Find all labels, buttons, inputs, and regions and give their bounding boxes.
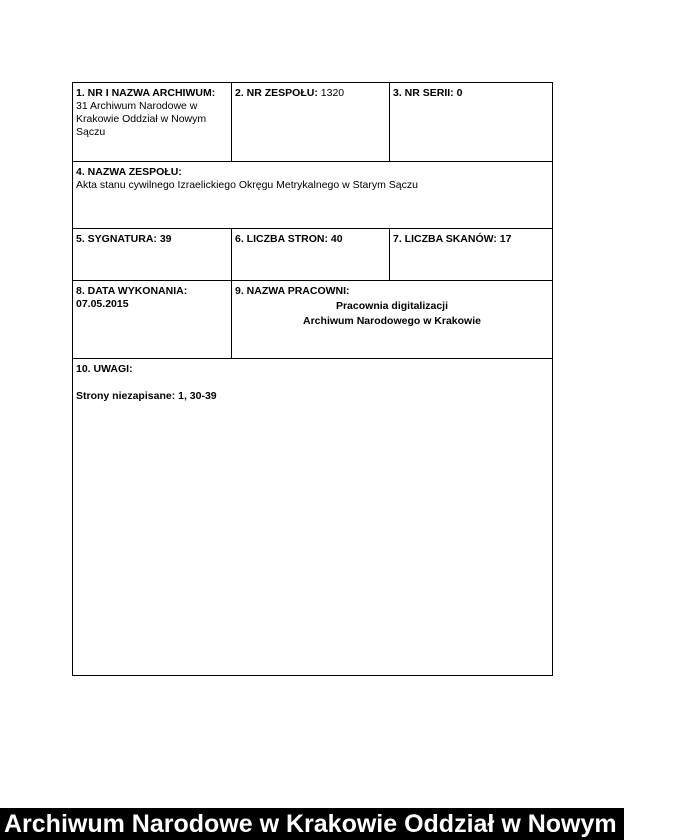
scan-count-value: 17 [499, 233, 512, 245]
scan-count-cell [390, 229, 552, 280]
workshop-label: 9. NAZWA PRACOWNI: [235, 285, 350, 297]
fond-name-value: Akta stanu cywilnego Izraelickiego Okręgu Metrykalnego w Starym Sączu [76, 179, 418, 191]
signature-cell [73, 229, 232, 280]
series-number-label: 3. NR SERII: [393, 87, 454, 99]
fond-name-cell [73, 162, 552, 228]
fond-number-cell [232, 83, 390, 161]
scan-count-label: 7. LICZBA SKANÓW: [393, 233, 497, 245]
signature-label: 5. SYGNATURA: [76, 233, 157, 245]
fond-number-value: 1320 [320, 87, 345, 99]
date-cell [73, 281, 232, 358]
form-row-5 [73, 359, 552, 675]
archive-cell [73, 83, 232, 161]
workshop-line-2: Archiwum Narodowego w Krakowie [303, 315, 481, 327]
workshop-cell [232, 281, 552, 358]
form-row-1 [73, 83, 552, 162]
signature-value: 39 [159, 233, 172, 245]
notes-value: Strony niezapisane: 1, 30-39 [76, 390, 217, 402]
archive-footer-banner: Archiwum Narodowe w Krakowie Oddział w Nowym Sączu [0, 808, 624, 840]
series-number-value: 0 [456, 87, 463, 99]
form-row-3 [73, 229, 552, 281]
archive-label: 1. NR I NAZWA ARCHIWUM: [76, 87, 216, 99]
form-row-4 [73, 281, 552, 359]
fond-number-label: 2. NR ZESPOŁU: [235, 87, 318, 99]
fond-name-label: 4. NAZWA ZESPOŁU: [76, 166, 182, 178]
page-count-value: 40 [330, 233, 343, 245]
date-label: 8. DATA WYKONANIA: [76, 285, 188, 297]
notes-label: 10. UWAGI: [76, 363, 133, 375]
date-value: 07.05.2015 [76, 298, 129, 310]
notes-cell [73, 359, 552, 675]
page-count-label: 6. LICZBA STRON: [235, 233, 328, 245]
form-row-2 [73, 162, 552, 229]
archive-value: 31 Archiwum Narodowe w Krakowie Oddział w Nowym Sączu [76, 100, 207, 138]
series-number-cell [390, 83, 552, 161]
page-count-cell [232, 229, 390, 280]
workshop-line-1: Pracownia digitalizacji [335, 300, 449, 312]
metadata-form [72, 82, 553, 676]
